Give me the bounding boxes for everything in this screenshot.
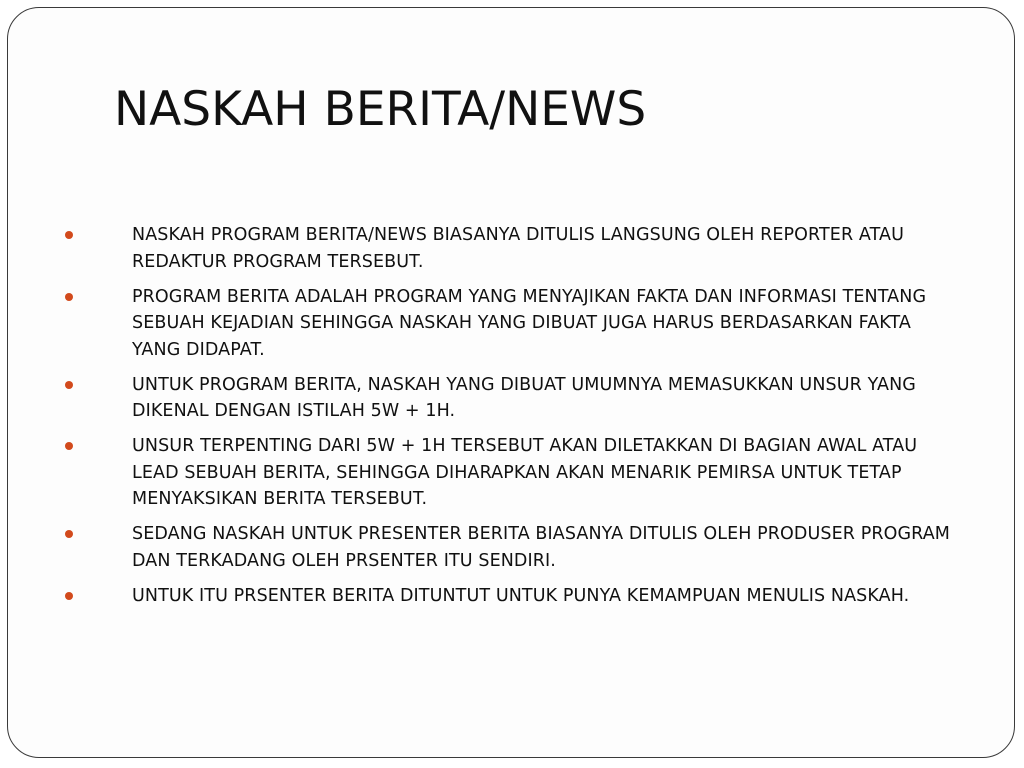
bullet-dot-icon bbox=[65, 381, 73, 389]
bullet-text-4: UNSUR TERPENTING DARI 5W + 1H TERSEBUT AKAN DILETAKKAN DI BAGIAN AWAL ATAU LEAD SEBUAH BERITA, SEHINGGA DIHARAPKAN AKAN MENARIK PEMIRSA UNTUK TETAP MENYAKSIKAN BERITA TERSEBUT. bbox=[132, 436, 918, 509]
bullet-text-1: NASKAH PROGRAM BERITA/NEWS BIASANYA DITULIS LANGSUNG OLEH REPORTER ATAU REDAKTUR PROGRAM TERSEBUT. bbox=[132, 225, 905, 272]
bullet-item-2 bbox=[62, 284, 962, 364]
bullet-list bbox=[62, 222, 962, 618]
bullet-text-2: PROGRAM BERITA ADALAH PROGRAM YANG MENYAJIKAN FAKTA DAN INFORMASI TENTANG SEBUAH KEJADIAN SEHINGGA NASKAH YANG DIBUAT JUGA HARUS BERDASARKAN FAKTA YANG DIDAPAT. bbox=[132, 286, 927, 360]
bullet-dot-icon bbox=[65, 530, 73, 538]
bullet-item-3 bbox=[62, 372, 962, 425]
bullet-dot-icon bbox=[65, 592, 73, 600]
bullet-item-5 bbox=[62, 521, 962, 574]
bullet-dot-icon bbox=[65, 231, 73, 239]
bullet-dot-icon bbox=[65, 442, 73, 450]
slide-title: NASKAH BERITA/NEWS bbox=[114, 82, 647, 137]
bullet-item-6 bbox=[62, 583, 962, 610]
bullet-dot-icon bbox=[65, 293, 73, 301]
bullet-text-3: UNTUK PROGRAM BERITA, NASKAH YANG DIBUAT UMUMNYA MEMASUKKAN UNSUR YANG DIKENAL DENGAN ISTILAH 5W + 1H. bbox=[132, 374, 916, 421]
bullet-text-6: UNTUK ITU PRSENTER BERITA DITUNTUT UNTUK PUNYA KEMAMPUAN MENULIS NASKAH. bbox=[132, 585, 910, 606]
bullet-item-1 bbox=[62, 222, 962, 275]
bullet-item-4 bbox=[62, 433, 962, 513]
bullet-text-5: SEDANG NASKAH UNTUK PRESENTER BERITA BIASANYA DITULIS OLEH PRODUSER PROGRAM DAN TERKADANG OLEH PRSENTER ITU SENDIRI. bbox=[132, 524, 950, 571]
